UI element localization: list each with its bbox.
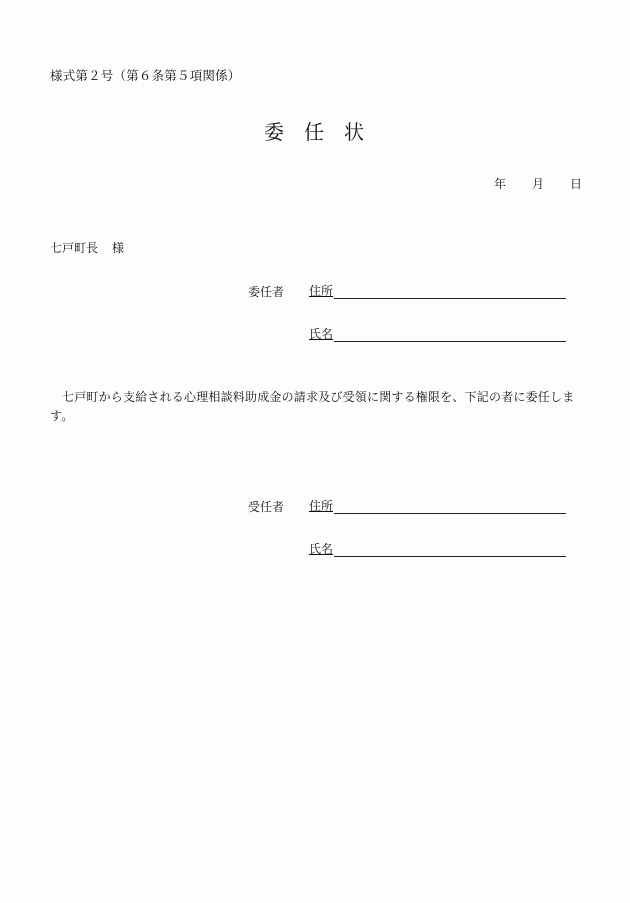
delegate-role-label: 受任者	[248, 500, 285, 514]
delegator-address-value[interactable]	[334, 284, 566, 299]
addressee-honorific: 様	[112, 241, 125, 255]
title-char-2: 任	[304, 120, 326, 144]
document-title	[0, 116, 630, 145]
delegate-address-value[interactable]	[334, 499, 566, 514]
title-char-1: 委	[264, 120, 286, 144]
delegate-name-value[interactable]	[334, 542, 566, 557]
delegator-name-label: 氏名	[309, 327, 334, 341]
delegate-address-field[interactable]	[309, 497, 566, 514]
date-day-label: 日	[570, 177, 583, 191]
title-char-3: 状	[344, 120, 366, 144]
delegate-name-field[interactable]	[309, 540, 566, 557]
addressee-name: 七戸町長	[50, 241, 99, 255]
date-year-label: 年	[494, 177, 507, 191]
date-line	[494, 175, 582, 192]
delegator-address-field[interactable]	[309, 282, 566, 299]
delegator-name-value[interactable]	[334, 327, 566, 342]
delegator-role-label: 委任者	[248, 285, 285, 299]
addressee	[50, 239, 124, 256]
delegator-name-field[interactable]	[309, 325, 566, 342]
form-number: 様式第２号（第６条第５項関係）	[50, 68, 241, 83]
delegate-address-label: 住所	[309, 499, 334, 513]
delegator-address-label: 住所	[309, 284, 334, 298]
delegate-name-label: 氏名	[309, 542, 334, 556]
date-month-label: 月	[532, 177, 545, 191]
body-text: 七戸町から支給される心理相談料助成金の請求及び受領に関する権限を、下記の者に委任します。	[50, 390, 575, 423]
